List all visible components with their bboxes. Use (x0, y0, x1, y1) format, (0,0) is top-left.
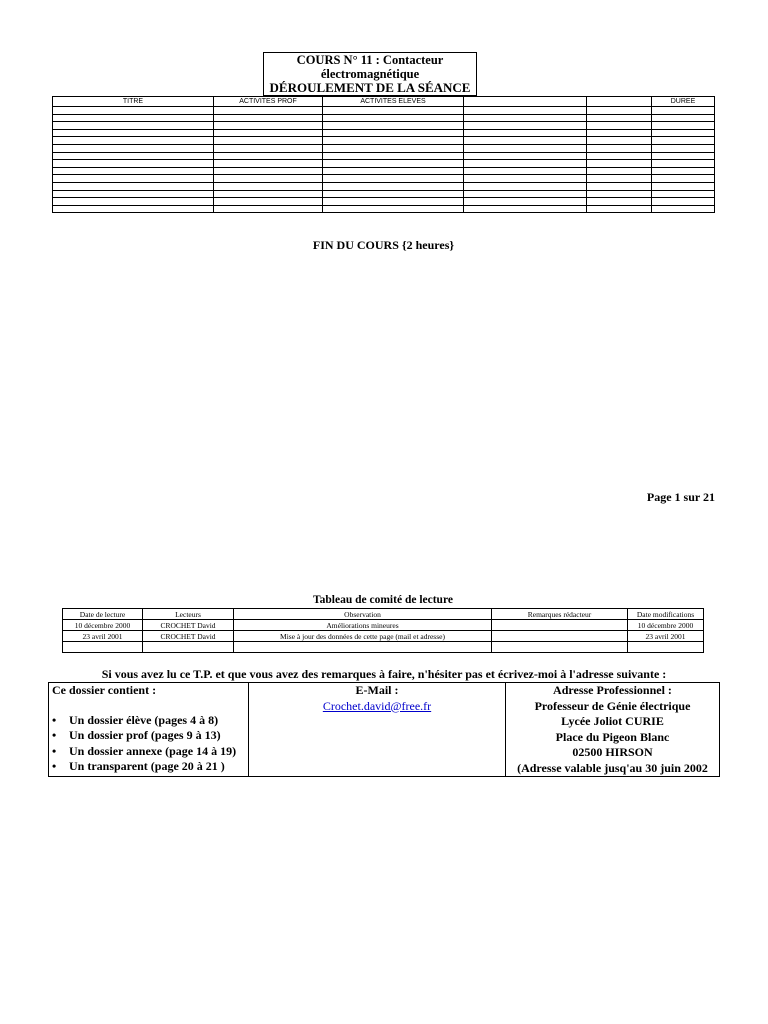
plan-cell (587, 144, 652, 152)
list-item (49, 759, 248, 775)
plan-cell (587, 160, 652, 168)
email-label: E-Mail : (355, 683, 399, 697)
plan-cell (652, 190, 715, 198)
bullet-icon: • (52, 743, 57, 758)
plan-cell (464, 114, 587, 122)
plan-cell (587, 175, 652, 183)
bullet-icon: • (52, 759, 57, 773)
table-row (63, 631, 704, 642)
contact-table (48, 682, 720, 777)
table-row (53, 152, 715, 160)
plan-cell (587, 114, 652, 122)
review-cell: CROCHET David (143, 620, 234, 631)
course-title-box (263, 52, 477, 96)
plan-cell (214, 182, 323, 190)
plan-cell (323, 205, 464, 213)
course-title-line1: COURS N° 11 : Contacteur (296, 53, 444, 67)
plan-cell (53, 167, 214, 175)
plan-cell (214, 107, 323, 115)
email-link[interactable]: Crochet.david@free.fr (322, 698, 432, 713)
plan-cell (53, 144, 214, 152)
plan-cell (214, 198, 323, 206)
plan-table-header (53, 97, 715, 107)
plan-cell (652, 129, 715, 137)
plan-cell (587, 129, 652, 137)
plan-cell (587, 190, 652, 198)
plan-cell (652, 198, 715, 206)
plan-cell (464, 205, 587, 213)
plan-header-cell: TITRE (53, 97, 214, 107)
review-cell (63, 642, 143, 653)
table-row (53, 160, 715, 168)
plan-cell (323, 167, 464, 175)
plan-cell (53, 107, 214, 115)
plan-cell (214, 137, 323, 145)
plan-cell (214, 144, 323, 152)
plan-cell (587, 122, 652, 130)
review-header-cell: Date de lecture (63, 609, 143, 620)
review-header-cell: Observation (234, 609, 492, 620)
plan-cell (323, 160, 464, 168)
table-row (53, 175, 715, 183)
address-line: Place du Pigeon Blanc (555, 729, 670, 744)
plan-header-cell: ACTIVITES ELEVES (323, 97, 464, 107)
table-row (53, 107, 715, 115)
review-cell: 23 avril 2001 (63, 631, 143, 642)
plan-cell (652, 137, 715, 145)
plan-cell (323, 129, 464, 137)
plan-cell (323, 198, 464, 206)
address-line: Lycée Joliot CURIE (561, 714, 664, 728)
table-row (63, 642, 704, 653)
plan-cell (652, 114, 715, 122)
plan-cell (53, 175, 214, 183)
list-item (49, 728, 248, 744)
address-line: (Adresse valable jusq'au 30 juin 2002 (517, 760, 708, 775)
plan-cell (214, 152, 323, 160)
table-row (53, 205, 715, 213)
review-header-cell: Date modifications (628, 609, 704, 620)
plan-cell (53, 122, 214, 130)
plan-cell (53, 198, 214, 206)
plan-header-cell (464, 97, 587, 107)
review-cell (492, 620, 628, 631)
plan-cell (652, 107, 715, 115)
plan-cell (652, 160, 715, 168)
review-cell (143, 642, 234, 653)
plan-cell (587, 198, 652, 206)
plan-cell (464, 175, 587, 183)
plan-cell (464, 137, 587, 145)
address-line: Professeur de Génie électrique (534, 698, 691, 713)
plan-cell (464, 144, 587, 152)
course-end-note: FIN DU COURS {2 heures} (312, 238, 455, 252)
plan-cell (652, 167, 715, 175)
review-committee-table (62, 608, 704, 653)
review-cell (492, 631, 628, 642)
review-cell (492, 642, 628, 653)
table-row (53, 129, 715, 137)
plan-cell (652, 175, 715, 183)
plan-cell (53, 114, 214, 122)
plan-cell (464, 160, 587, 168)
review-cell: Mise à jour des données de cette page (mail et adresse) (234, 631, 492, 642)
review-cell (234, 642, 492, 653)
plan-header-cell (587, 97, 652, 107)
list-item-label: Un dossier annexe (page 14 à 19) (69, 743, 237, 758)
bullet-icon: • (52, 712, 57, 727)
table-row (53, 182, 715, 190)
plan-cell (53, 205, 214, 213)
review-cell: 10 décembre 2000 (63, 620, 143, 631)
list-item (49, 744, 248, 760)
plan-cell (214, 175, 323, 183)
table-row (53, 167, 715, 175)
plan-cell (214, 205, 323, 213)
plan-cell (53, 190, 214, 198)
plan-cell (587, 167, 652, 175)
plan-cell (652, 122, 715, 130)
review-cell: 10 décembre 2000 (628, 620, 704, 631)
plan-cell (323, 144, 464, 152)
plan-cell (652, 144, 715, 152)
table-row (53, 137, 715, 145)
bullet-icon: • (52, 728, 57, 742)
plan-cell (587, 137, 652, 145)
table-row (63, 620, 704, 631)
plan-cell (323, 107, 464, 115)
plan-table-body (53, 107, 715, 213)
address-cell (506, 683, 720, 777)
plan-cell (53, 160, 214, 168)
plan-cell (587, 107, 652, 115)
plan-cell (214, 160, 323, 168)
review-table-header (63, 609, 704, 620)
plan-cell (464, 129, 587, 137)
address-line: 02500 HIRSON (572, 745, 653, 759)
plan-cell (464, 182, 587, 190)
address-line: Adresse Professionnel : (553, 683, 672, 697)
page-number: Page 1 sur 21 (646, 490, 715, 504)
dossier-contents-cell (49, 683, 249, 777)
plan-cell (53, 152, 214, 160)
review-cell (628, 642, 704, 653)
plan-cell (323, 182, 464, 190)
plan-cell (464, 167, 587, 175)
table-row (53, 198, 715, 206)
plan-cell (464, 152, 587, 160)
table-row (53, 144, 715, 152)
table-row (53, 190, 715, 198)
review-table-title: Tableau de comité de lecture (313, 594, 453, 606)
plan-cell (652, 205, 715, 213)
dossier-contents-list (49, 713, 248, 775)
plan-cell (323, 114, 464, 122)
list-item-label: Un dossier prof (pages 9 à 13) (69, 728, 221, 742)
plan-cell (323, 137, 464, 145)
plan-cell (214, 190, 323, 198)
course-title-line2: électromagnétique (320, 66, 420, 81)
feedback-invitation: Si vous avez lu ce T.P. et que vous avez des remarques à faire, n'hésiter pas et écrivez-moi à l'adresse suivante : (101, 667, 667, 681)
plan-cell (214, 114, 323, 122)
plan-cell (323, 175, 464, 183)
table-row (53, 114, 715, 122)
review-cell: 23 avril 2001 (628, 631, 704, 642)
plan-header-cell: ACTIVITES PROF (214, 97, 323, 107)
plan-cell (464, 190, 587, 198)
course-title-line3: DÉROULEMENT DE LA SÉANCE (269, 80, 471, 95)
plan-cell (587, 205, 652, 213)
review-cell: Améliorations mineures (234, 620, 492, 631)
plan-cell (652, 182, 715, 190)
plan-cell (652, 152, 715, 160)
list-item-label: Un dossier élève (pages 4 à 8) (69, 712, 219, 727)
plan-cell (587, 182, 652, 190)
session-plan-table (52, 96, 715, 213)
review-header-cell: Remarques rédacteur (492, 609, 628, 620)
plan-cell (214, 129, 323, 137)
plan-cell (323, 190, 464, 198)
plan-cell (53, 182, 214, 190)
table-row (53, 122, 715, 130)
plan-cell (323, 122, 464, 130)
plan-cell (53, 137, 214, 145)
plan-cell (464, 198, 587, 206)
review-cell: CROCHET David (143, 631, 234, 642)
plan-cell (214, 122, 323, 130)
list-item (49, 713, 248, 729)
list-item-label: Un transparent (page 20 à 21 ) (69, 759, 225, 773)
plan-cell (323, 152, 464, 160)
dossier-contents-title: Ce dossier contient : (52, 683, 157, 697)
plan-cell (587, 152, 652, 160)
email-cell (249, 683, 506, 777)
plan-cell (214, 167, 323, 175)
plan-cell (53, 129, 214, 137)
review-header-cell: Lecteurs (143, 609, 234, 620)
plan-cell (464, 122, 587, 130)
plan-header-cell: DUREE (652, 97, 715, 107)
plan-cell (464, 107, 587, 115)
